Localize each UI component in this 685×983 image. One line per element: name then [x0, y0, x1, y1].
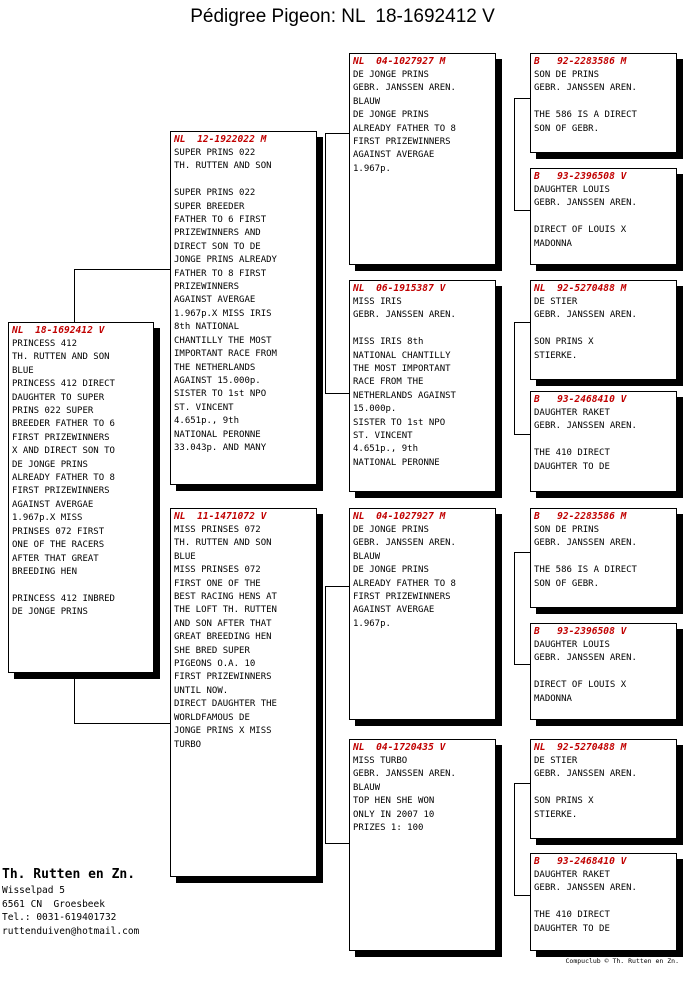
page-title: Pédigree Pigeon: NL 18-1692412 V — [190, 6, 495, 27]
connector-line — [514, 322, 515, 434]
connector-line — [514, 552, 530, 553]
pigeon-card-dss — [530, 508, 677, 608]
pigeon-description: PRINCESS 412 TH. RUTTEN AND SON BLUE PRINCESS 412 DIRECT DAUGHTER TO SUPER PRINS 022 SUPER BREEDER FATHER TO 6 FIRST PRIZEWINNERS X AND DIRECT SON TO DE JONGE PRINS ALREADY FATHER TO 8 FIRST PRIZEWINNERS AGAINST AVERGAE 1.967p.X MISS PRINSES 072 FIRST ONE OF THE RACERS AFTER THAT GREAT BREEDING HEN PRINCESS 412 INBRED DE JONGE PRINS — [12, 339, 115, 618]
ring-number: B 93-2396508 V — [534, 626, 627, 637]
pigeon-card-dam — [170, 508, 317, 877]
pigeon-card-sss — [530, 53, 677, 153]
pigeon-card-sds — [530, 280, 677, 380]
pigeon-description: DAUGHTER RAKET GEBR. JANSSEN AREN. THE 410 DIRECT DAUGHTER TO DE — [534, 408, 637, 472]
ring-number: B 93-2396508 V — [534, 171, 627, 182]
pigeon-card-dam-dam — [349, 739, 496, 951]
connector-line — [514, 322, 530, 323]
connector-line — [325, 133, 326, 393]
ring-number: NL 04-1027927 M — [353, 56, 446, 67]
connector-line — [325, 586, 349, 587]
pigeon-card-ssd — [530, 168, 677, 265]
pigeon-description: DAUGHTER LOUIS GEBR. JANSSEN AREN. DIRECT OF LOUIS X MADONNA — [534, 185, 637, 249]
ring-number: B 93-2468410 V — [534, 394, 627, 405]
pigeon-description: DE STIER GEBR. JANSSEN AREN. SON PRINS X STIERKE. — [534, 756, 637, 820]
address-line: Wisselpad 5 — [2, 885, 65, 896]
connector-line — [74, 269, 75, 323]
connector-line — [514, 434, 530, 435]
connector-line — [514, 98, 515, 210]
pigeon-description: MISS PRINSES 072 TH. RUTTEN AND SON BLUE MISS PRINSES 072 FIRST ONE OF THE BEST RACING HENS AT THE LOFT TH. RUTTEN AND SON AFTER THAT GREAT BREEDING HEN SHE BRED SUPER PIGEONS O.A. 10 FIRST PRIZEWINNERS UNTIL NOW. DIRECT DAUGHTER THE WORLDFAMOUS DE JONGE PRINS X MISS TURBO — [174, 525, 277, 750]
ring-number: NL 11-1471072 V — [174, 511, 267, 522]
ring-number: NL 06-1915387 V — [353, 283, 446, 294]
connector-line — [325, 393, 349, 394]
pigeon-card-ddd — [530, 853, 677, 951]
ring-number: NL 92-5270488 M — [534, 283, 627, 294]
pigeon-card-dam-sire — [349, 508, 496, 720]
connector-line — [514, 664, 530, 665]
pigeon-description: MISS IRIS GEBR. JANSSEN AREN. MISS IRIS 8th NATIONAL CHANTILLY THE MOST IMPORTANT RACE FROM THE NETHERLANDS AGAINST 15.000p. SISTER TO 1st NPO ST. VINCENT 4.651p., 9th NATIONAL PERONNE — [353, 297, 456, 468]
connector-line — [514, 98, 530, 99]
pigeon-description: DE STIER GEBR. JANSSEN AREN. SON PRINS X STIERKE. — [534, 297, 637, 361]
pigeon-card-dds — [530, 739, 677, 839]
connector-line — [74, 723, 170, 724]
pigeon-description: DAUGHTER RAKET GEBR. JANSSEN AREN. THE 410 DIRECT DAUGHTER TO DE — [534, 870, 637, 934]
pigeon-description: DAUGHTER LOUIS GEBR. JANSSEN AREN. DIRECT OF LOUIS X MADONNA — [534, 640, 637, 704]
connector-line — [74, 269, 170, 270]
address-line: 6561 CN Groesbeek — [2, 898, 105, 910]
connector-line — [514, 783, 530, 784]
breeder-contact — [2, 866, 139, 938]
pigeon-card-sire-dam — [349, 280, 496, 492]
ring-number: NL 04-1720435 V — [353, 742, 446, 753]
breeder-name: Th. Rutten en Zn. — [2, 867, 136, 882]
connector-line — [514, 783, 515, 895]
pigeon-card-subject — [8, 322, 154, 673]
phone-number: Tel.: 0031-619401732 — [2, 912, 117, 924]
connector-line — [514, 552, 515, 664]
pigeon-description: SUPER PRINS 022 TH. RUTTEN AND SON SUPER PRINS 022 SUPER BREEDER FATHER TO 6 FIRST PRIZEWINNERS AND DIRECT SON TO DE JONGE PRINS ALREADY FATHER TO 8 FIRST PRIZEWINNERS AGAINST AVERGAE 1.967p.X MISS IRIS 8th NATIONAL CHANTILLY THE MOST IMPORTANT RACE FROM THE NETHERLANDS AGAINST 15.000p. SISTER TO 1st NPO ST. VINCENT 4.651p., 9th NATIONAL PERONNE 33.043p. AND MANY — [174, 148, 277, 453]
connector-line — [514, 210, 530, 211]
pigeon-description: MISS TURBO GEBR. JANSSEN AREN. BLAUW TOP HEN SHE WON ONLY IN 2007 10 PRIZES 1: 100 — [353, 756, 456, 834]
ring-number: NL 18-1692412 V — [12, 325, 105, 336]
credit-line: Compuclub © Th. Rutten en Zn. — [565, 957, 679, 965]
pigeon-card-sire — [170, 131, 317, 485]
ring-number: B 92-2283586 M — [534, 56, 627, 67]
connector-line — [514, 895, 530, 896]
connector-line — [325, 843, 349, 844]
ring-number: NL 92-5270488 M — [534, 742, 627, 753]
ring-number: B 93-2468410 V — [534, 856, 627, 867]
connector-line — [325, 133, 349, 134]
ring-number: NL 12-1922022 M — [174, 134, 267, 145]
ring-number: NL 04-1027927 M — [353, 511, 446, 522]
pigeon-card-dsd — [530, 623, 677, 720]
pigeon-description: DE JONGE PRINS GEBR. JANSSEN AREN. BLAUW DE JONGE PRINS ALREADY FATHER TO 8 FIRST PRIZEWINNERS AGAINST AVERGAE 1.967p. — [353, 525, 456, 629]
pigeon-description: SON DE PRINS GEBR. JANSSEN AREN. THE 586 IS A DIRECT SON OF GEBR. — [534, 70, 637, 134]
pigeon-card-sire-sire — [349, 53, 496, 265]
ring-number: B 92-2283586 M — [534, 511, 627, 522]
pigeon-description: DE JONGE PRINS GEBR. JANSSEN AREN. BLAUW DE JONGE PRINS ALREADY FATHER TO 8 FIRST PRIZEWINNERS AGAINST AVERGAE 1.967p. — [353, 70, 456, 174]
pigeon-description: SON DE PRINS GEBR. JANSSEN AREN. THE 586 IS A DIRECT SON OF GEBR. — [534, 525, 637, 589]
connector-line — [325, 586, 326, 844]
connector-line — [74, 672, 75, 724]
email-address: ruttenduiven@hotmail.com — [2, 925, 140, 937]
pigeon-card-sdd — [530, 391, 677, 492]
